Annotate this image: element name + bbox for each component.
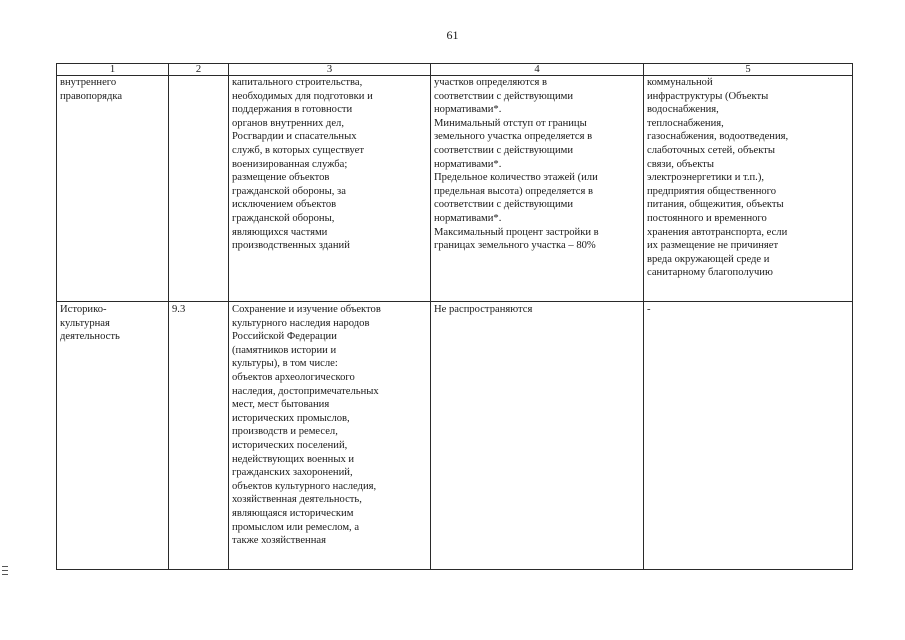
table-header-row bbox=[57, 64, 853, 76]
construction-parameters: участков определяются в соответствии с действующими нормативами*. Минимальный отступ от границы земельного участка определяется в соответствии с действующими нормативами*. Предельное количество этажей (или предельная высота) определяется в соответствии с действующими нормативами*. Максимальный процент застройки в границах земельного участка – 80% bbox=[431, 76, 644, 302]
use-type-name: внутреннего правопорядка bbox=[57, 76, 169, 302]
table-row bbox=[57, 302, 853, 570]
scan-margin-mark bbox=[2, 566, 8, 578]
land-use-table bbox=[56, 63, 853, 570]
page-number: 61 bbox=[446, 28, 459, 42]
use-type-code bbox=[169, 76, 229, 302]
column-header-4: 4 bbox=[431, 64, 644, 76]
column-header-1: 1 bbox=[57, 64, 169, 76]
use-type-description: капитального строительства, необходимых для подготовки и поддержания в готовности органов внутренних дел, Росгвардии и спасательных служб, в которых существует военизированная служба; размещение объектов гражданской обороны, за исключением объектов гражданской обороны, являющихся частями производственных зданий bbox=[229, 76, 431, 302]
construction-parameters: Не распространяются bbox=[431, 302, 644, 570]
column-header-3: 3 bbox=[229, 64, 431, 76]
auxiliary-uses: коммунальной инфраструктуры (Объекты водоснабжения, теплоснабжения, газоснабжения, водоотведения, слаботочных сетей, объекты связи, объекты электроэнергетики и т.п.), предприятия общественного питания, общежития, объекты постоянного и временного хранения автотранспорта, если их размещение не причиняет вреда окружающей среде и санитарному благополучию bbox=[644, 76, 853, 302]
column-header-5: 5 bbox=[644, 64, 853, 76]
use-type-name: Историко- культурная деятельность bbox=[57, 302, 169, 570]
use-type-code: 9.3 bbox=[169, 302, 229, 570]
table-row bbox=[57, 76, 853, 302]
auxiliary-uses: - bbox=[644, 302, 853, 570]
column-header-2: 2 bbox=[169, 64, 229, 76]
use-type-description: Сохранение и изучение объектов культурного наследия народов Российской Федерации (памятников истории и культуры), в том числе: объектов археологического наследия, достопримечательных мест, мест бытования исторических промыслов, производств и ремесел, исторических поселений, недействующих военных и гражданских захоронений, объектов культурного наследия, хозяйственная деятельность, являющаяся историческим промыслом или ремеслом, а также хозяйственная bbox=[229, 302, 431, 570]
